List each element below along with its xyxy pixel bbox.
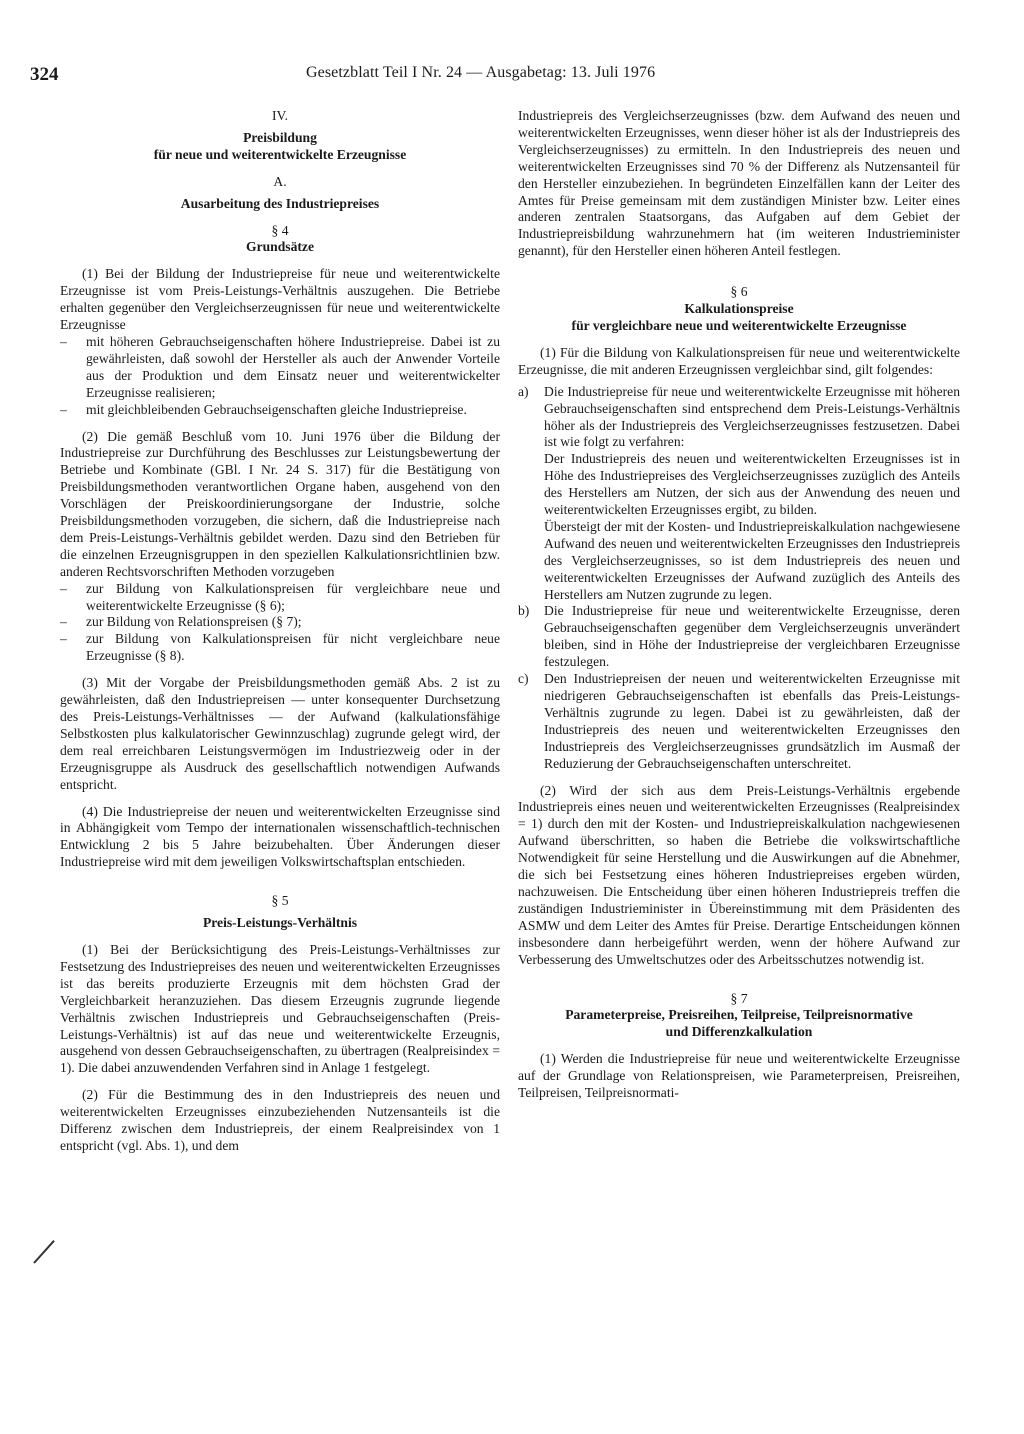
list-item-text: mit gleichbleibenden Gebrauchseigenschaften gleiche Industriepreise. (86, 401, 467, 417)
list-item-text: Übersteigt der mit der Kosten- und Industriepreiskalkulation nachgewiesene Aufwand des neuen und weiterentwickelten Erzeugnisses den Industriepreis des Vergleichserzeugnisses, so ist dem Industriepreis des neuen und weiterentwickelten Erzeugnisses der Aufwand zuzüglich des Anteils des Herstellers am Nutzen zugrunde zu legen. (544, 518, 960, 602)
margin-pencil-mark (33, 1240, 55, 1264)
right-column (518, 108, 960, 1102)
list-item-a (518, 384, 960, 604)
gazette-header-title: Gesetzblatt Teil I Nr. 24 — Ausgabetag: 13. Juli 1976 (306, 64, 656, 81)
list-item-b (518, 603, 960, 671)
list-item-text: Der Industriepreis des neuen und weiterentwickelten Erzeugnisses ist in Höhe des Industriepreises des Vergleichserzeugnisses zuzüglich des Anteils des Herstellers am Nutzen, der sich aus der Anwendung des neuen und weiterentwickelten Erzeugnisses ergibt, zu bilden. (544, 451, 960, 518)
list-item: – zur Bildung von Kalkulationspreisen für nicht vergleichbare neue Erzeugnisse (§ 8). (60, 631, 500, 664)
list-label: b) (518, 603, 530, 619)
chapter-number: IV. (272, 108, 288, 123)
list-item: – mit gleichbleibenden Gebrauchseigenschaften gleiche Industriepreise. (60, 401, 467, 417)
section-5-title: Preis-Leistungs-Verhältnis (202, 915, 358, 931)
section-4-paragraph-4: (4) Die Industriepreise der neuen und weiterentwickelten Erzeugnisse sind in Abhängigkeit vom Tempo der internationalen wissenschaftlich-technischen Entwicklung 2 bis 5 Jahre beizubehalten. Über Änderungen dieser Industriepreise wird mit dem jeweiligen Volkswirtschaftsplan entschieden. (60, 803, 500, 870)
section-7-title-line-2: und Differenzkalkulation (665, 1024, 813, 1040)
chapter-title-line-1: Preisbildung (243, 129, 317, 145)
list-item-text: Die Industriepreise für neue und weiterentwickelte Erzeugnisse mit höheren Gebrauchseigenschaften sind entsprechend dem Preis-Leistungs-Verhältnis höher als der Industriepreis des Vergleichserzeugnisses festzusetzen. Dabei ist wie folgt zu verfahren: (544, 383, 960, 450)
section-4-paragraph-2: (2) Die gemäß Beschluß vom 10. Juni 1976 über die Bildung der Industriepreise zur Durchführung des Beschlusses zur Leistungsbewertung der Betriebe und Kombinate (GBl. I Nr. 24 S. 317) für die Bestätigung von Preisbildungsmethoden verantwortlichen Organe haben, ausgehend von den Vorschlägen der Preiskoordinierungsorgane der Industrie, solche Preisbildungsmethoden vorzugeben, die sichern, daß die Industriepreise nach dem Preis-Leistungs-Verhältnis gebildet werden. Dazu sind den Betrieben für die einzelnen Erzeugnisgruppen in den speziellen Kalkulationsrichtlinien bzw. anderen Rechtsvorschriften Methoden vorzugeben (60, 428, 500, 579)
part-title: Ausarbeitung des Industriepreises (180, 195, 380, 211)
section-7-paragraph-1: (1) Werden die Industriepreise für neue und weiterentwickelte Erzeugnisse auf der Grundlage von Relationspreisen, wie Parameterpreisen, Preisreihen, Teilpreisen, Teilpreisnormati- (518, 1051, 960, 1101)
section-4-title: Grundsätze (246, 239, 314, 255)
list-item-text: Die Industriepreise für neue und weiterentwickelte Erzeugnisse, deren Gebrauchseigenschaften gegenüber dem Vergleichserzeugnis unverändert bleiben, sind in Höhe der Industriepreise der vergleichbaren Erzeugnisse festzulegen. (544, 603, 960, 670)
section-4-paragraph-3: (3) Mit der Vorgabe der Preisbildungsmethoden gemäß Abs. 2 ist zu gewährleisten, daß den Industriepreisen — unter konsequenter Durchsetzung des Preis-Leistungs-Verhältnisses — der Aufwand (kalkulationsfähige Selbstkosten plus kalkulatorischer Gewinnzuschlag) zugrunde gelegt wird, der dem real erreichbaren Leistungsvermögen im Industriezweig oder in der Erzeugnisgruppe als Ausdruck des gesellschaftlich notwendigen Aufwands entspricht. (60, 675, 500, 792)
section-5-paragraph-2-continued: Industriepreis des Vergleichserzeugnisses (bzw. dem Aufwand des neuen und weiterentwickelten Erzeugnisses, wenn dieser höher ist als der Industriepreis des Vergleichserzeugnisses) zu ermitteln. In den Industriepreis des neuen und weiterentwickelten Erzeugnisses sind 70 % der Differenz als Nutzensanteil für den Hersteller einzubeziehen. In begründeten Einzelfällen kann der Leiter des Amtes für Preise gemeinsam mit dem zuständigen Minister bzw. Leiter eines anderen zentralen Staatsorgans, das Aufgaben auf dem Gebiet der Industriepreisbildung wahrzunehmern hat (im weiteren Industrieminister genannt), für den Hersteller einen höheren Anteil festlegen. (518, 108, 960, 259)
section-7-number: § 7 (730, 990, 748, 1006)
list-label: a) (518, 383, 529, 399)
chapter-title-line-2: für neue und weiterentwickelte Erzeugnisse (153, 146, 407, 162)
section-5-paragraph-1: (1) Bei der Berücksichtigung des Preis-Leistungs-Verhältnisses zur Festsetzung des Industriepreises des neuen und weiterentwickelten Erzeugnisses ist das bereits produzierte Erzeugnis mit dem höchsten Grad der Vergleichbarkeit heranzuziehen. Das diesem Erzeugnis zugrunde liegende Verhältnis zwischen Industriepreis und Gebrauchseigenschaften (Preis-Leistungs-Verhältnis) ist auf das neue und weiterentwickelte Erzeugnis, ausgehend von dessen Gebrauchseigenschaften, zu übertragen (Realpreisindex = 1). Die dabei anzuwendenden Verfahren sind in Anlage 1 festgelegt. (60, 941, 500, 1076)
left-column (60, 108, 500, 1155)
page-header (30, 60, 990, 90)
section-6-title-line-1: Kalkulationspreise (684, 301, 794, 317)
list-item: – mit höheren Gebrauchseigenschaften höhere Industriepreise. Dabei ist zu gewährleisten, daß sowohl der Hersteller als auch der Anwender Vorteile aus der Produktion und dem Einsatz neuer und weiterentwickelter Erzeugnisse realisieren; (60, 333, 500, 400)
list-item-text: mit höheren Gebrauchseigenschaften höhere Industriepreise. Dabei ist zu gewährleisten, daß sowohl der Hersteller als auch der Anwender Vorteile aus der Produktion und dem Einsatz neuer und weiterentwickelter Erzeugnisse realisieren; (86, 333, 500, 400)
section-6-paragraph-2: (2) Wird der sich aus dem Preis-Leistungs-Verhältnis ergebende Industriepreis eines neuen und weiterentwickelten Erzeugnisses (Realpreisindex = 1) durch den mit der Kosten- und Industriepreiskalkulation nachgewiesenen Aufwand überschritten, so haben die Betriebe die volkswirtschaftliche Notwendigkeit für seine Herstellung und die Auswirkungen auf die Abnehmer, die sich bei Festsetzung eines höheren Industriepreises ergeben würden, nachzuweisen. Die Entscheidung über einen höheren Industriepreis treffen die zuständigen Industrieminister in Übereinstimmung mit dem Präsidenten des ASMW und dem Leiter des Amtes für Preise. Derartige Entscheidungen können insbesondere dann herbeigeführt werden, wenn der höhere Aufwand zur Verbesserung des Umweltschutzes oder des Arbeitsschutzes notwendig ist. (518, 782, 960, 967)
section-7-title-line-1: Parameterpreise, Preisreihen, Teilpreise, Teilpreisnormative (565, 1007, 913, 1023)
list-item: – zur Bildung von Kalkulationspreisen für vergleichbare neue und weiterentwickelte Erzeugnisse (§ 6); (60, 580, 500, 613)
section-5-paragraph-2: (2) Für die Bestimmung des in den Industriepreis des neuen und weiterentwickelten Erzeugnisses einzubeziehenden Nutzensanteils ist die Differenz zwischen dem Industriepreis, der einem Realpreisindex von 1 entspricht (vgl. Abs. 1), und dem (60, 1087, 500, 1153)
section-5-number: § 5 (271, 893, 289, 909)
section-4-number: § 4 (271, 222, 289, 238)
list-item-text: zur Bildung von Kalkulationspreisen für nicht vergleichbare neue Erzeugnisse (§ 8). (86, 631, 500, 664)
section-6-paragraph-1: (1) Für die Bildung von Kalkulationspreisen für neue und weiterentwickelte Erzeugnisse, die mit anderen Erzeugnissen vergleichbar sind, gilt folgendes: (518, 344, 960, 377)
list-item: – zur Bildung von Relationspreisen (§ 7); (60, 614, 302, 630)
section-6-number: § 6 (730, 284, 748, 300)
list-item-text: zur Bildung von Kalkulationspreisen für vergleichbare neue und weiterentwickelte Erzeugnisse (§ 6); (86, 580, 500, 613)
section-6-title-line-2: für vergleichbare neue und weiterentwickelte Erzeugnisse (571, 317, 907, 333)
list-item-text: zur Bildung von Relationspreisen (§ 7); (86, 614, 302, 630)
list-item-text: Den Industriepreisen der neuen und weiterentwickelten Erzeugnisse mit niedrigeren Gebrauchseigenschaften ist ebenfalls das Preis-Leistungs-Verhältnis zugrunde zu legen. Dabei ist zu gewährleisten, daß der Industriepreis des neuen und weiterentwickelten Erzeugnisses den Industriepreis des Vergleichserzeugnisses grundsätzlich im Ausmaß der Reduzierung der Gebrauchseigenschaften unterschreitet. (544, 671, 960, 771)
list-label: c) (518, 671, 529, 687)
page-number: 324 (30, 64, 59, 85)
list-item-c (518, 671, 960, 772)
part-letter: A. (273, 173, 287, 189)
section-4-paragraph-1: (1) Bei der Bildung der Industriepreise für neue und weiterentwickelte Erzeugnisse ist vom Preis-Leistungs-Verhältnis auszugehen. Die Betriebe erhalten gegenüber den Vergleichserzeugnissen für neue und weiterentwickelte Erzeugnisse (60, 266, 500, 333)
